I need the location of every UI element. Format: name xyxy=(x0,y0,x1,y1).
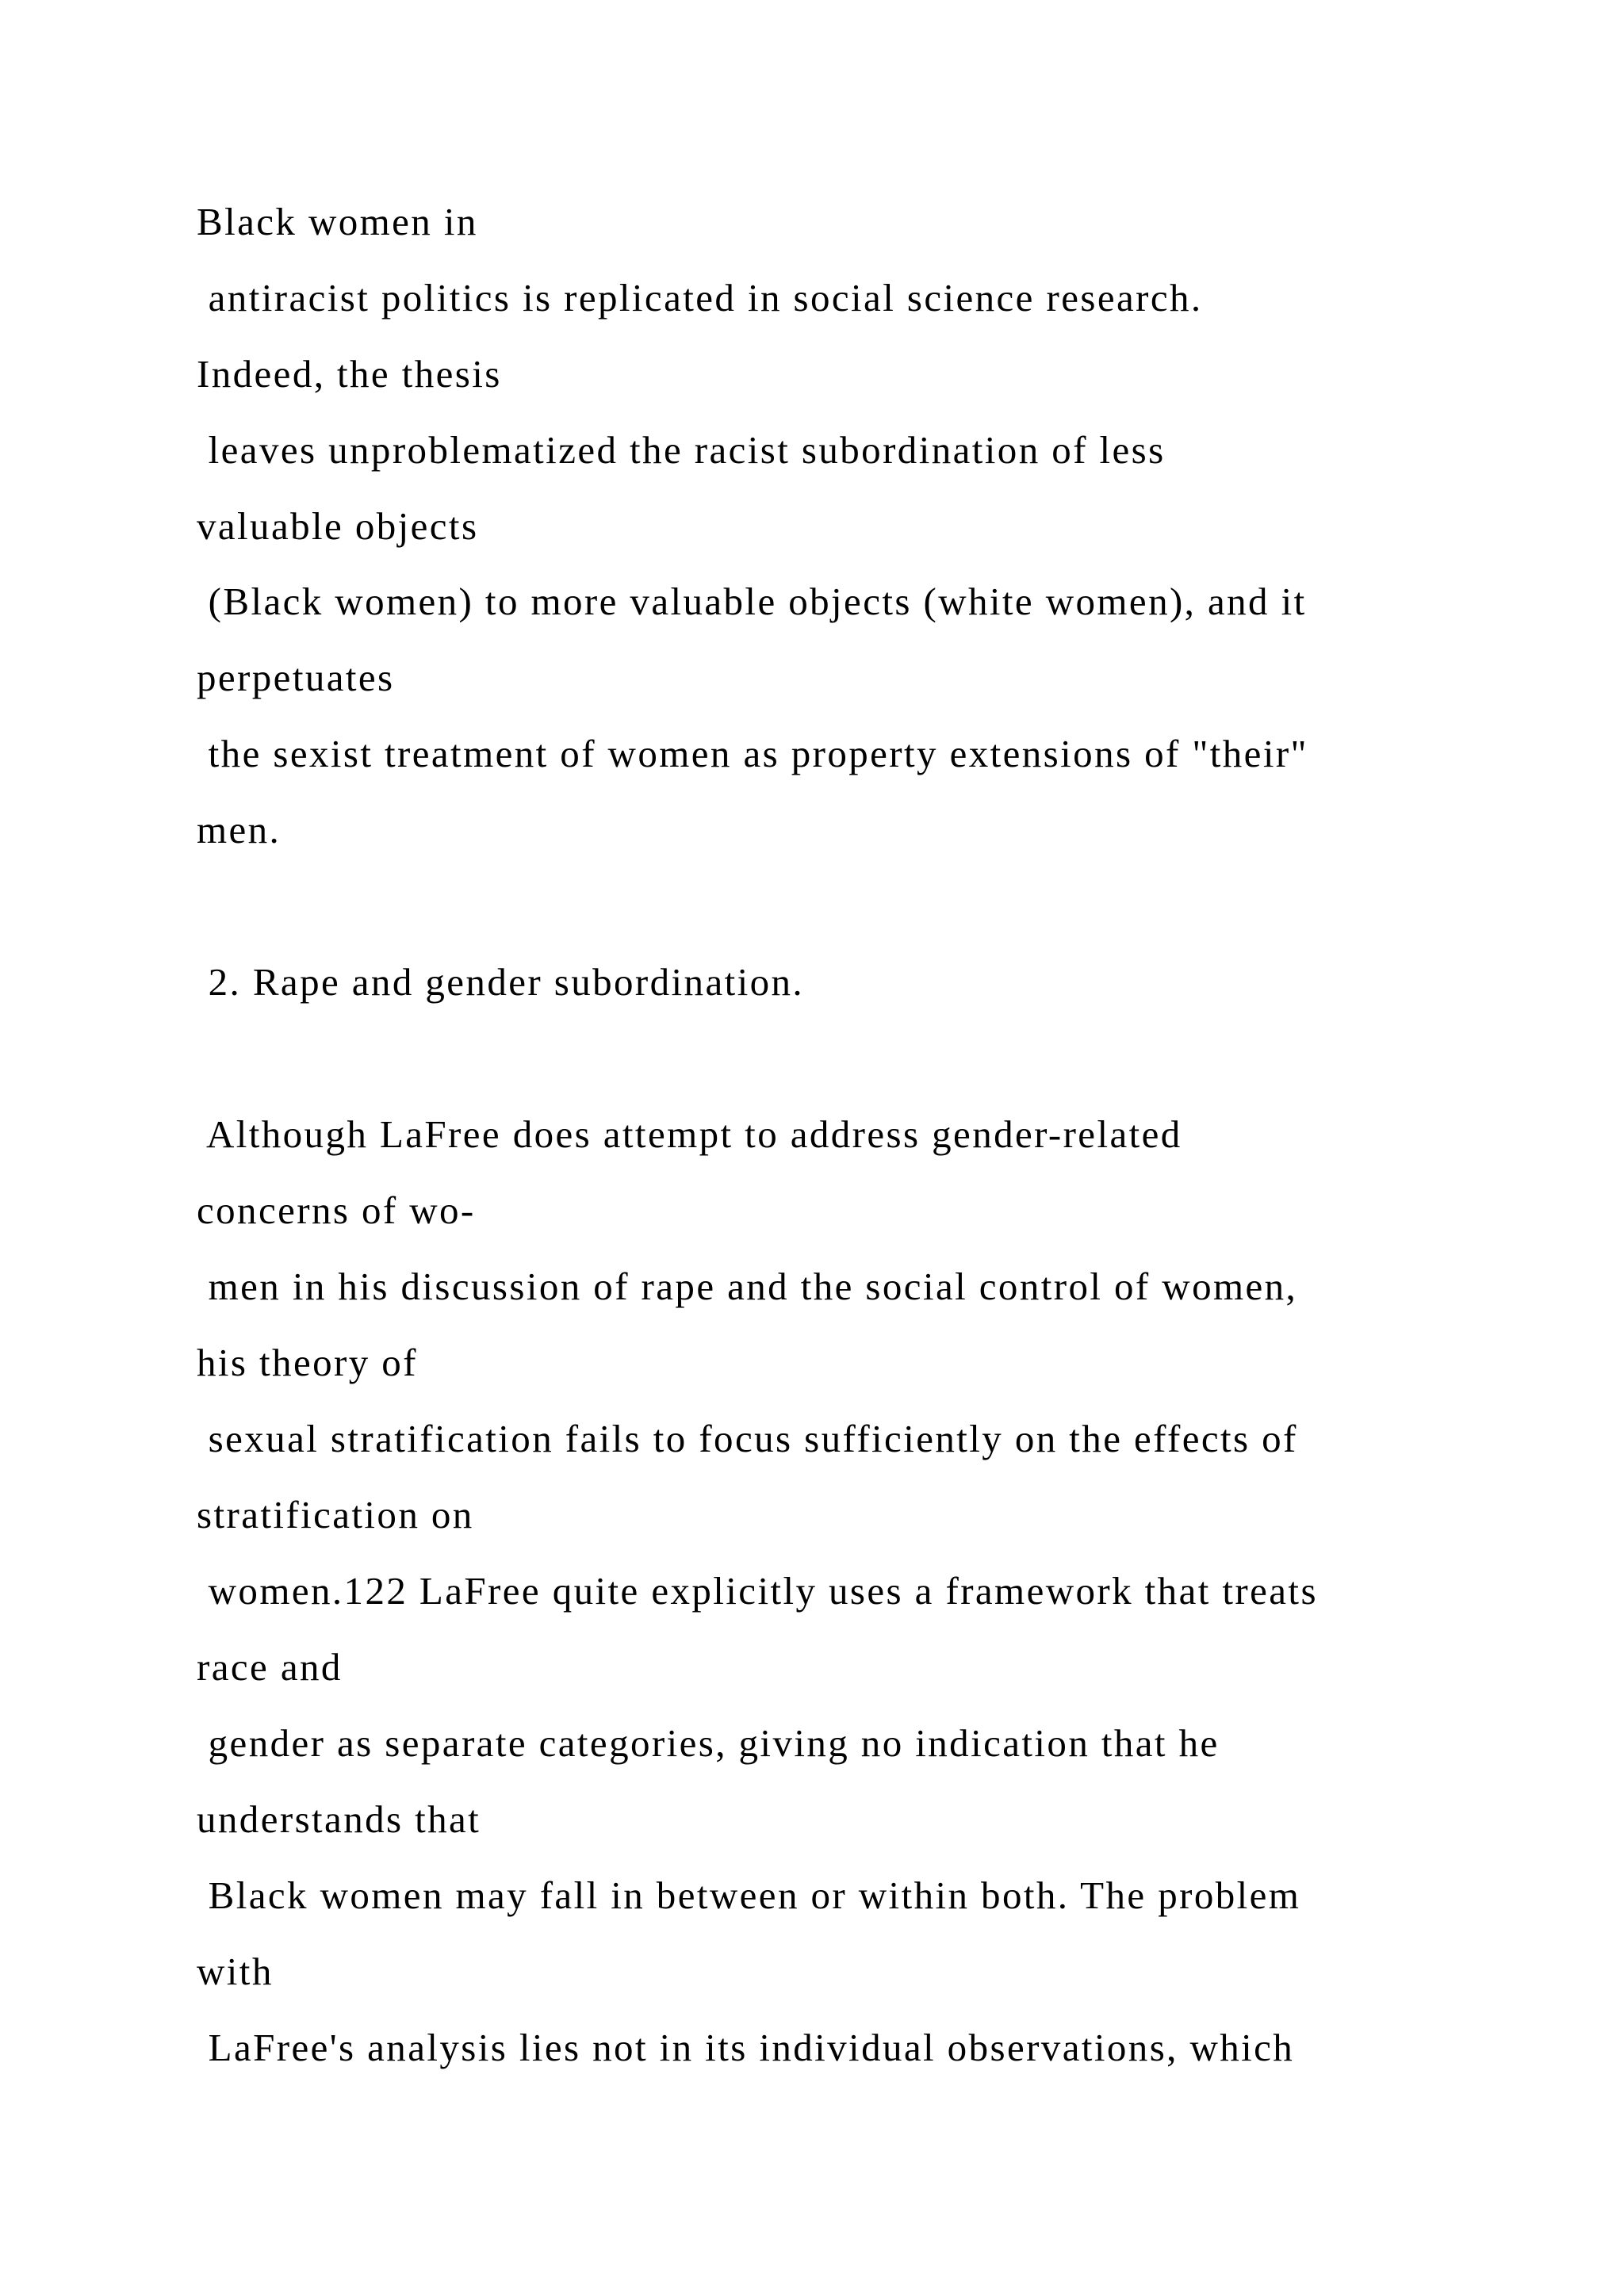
text-line: women.122 LaFree quite explicitly uses a framework that treats xyxy=(197,1569,1318,1613)
text-line: (Black women) to more valuable objects (white women), and it xyxy=(197,580,1307,623)
text-line: Indeed, the thesis xyxy=(197,352,502,396)
text-line: the sexist treatment of women as property extensions of "their" xyxy=(197,732,1308,775)
section-heading: 2. Rape and gender subordination. xyxy=(197,960,805,1004)
text-line: gender as separate categories, giving no indication that he xyxy=(197,1721,1220,1765)
text-line: Although LaFree does attempt to address gender-related xyxy=(197,1112,1182,1156)
text-line: stratification on xyxy=(197,1493,474,1536)
text-line: Black women may fall in between or within both. The problem xyxy=(197,1873,1301,1917)
text-line: concerns of wo- xyxy=(197,1188,476,1232)
text-line: understands that xyxy=(197,1797,481,1841)
text-line: with xyxy=(197,1950,274,1993)
text-line: Black women in xyxy=(197,200,478,243)
text-line: leaves unproblematized the racist subordination of less xyxy=(197,428,1166,472)
text-line: his theory of xyxy=(197,1341,418,1384)
text-line: valuable objects xyxy=(197,504,479,548)
text-line: men in his discussion of rape and the social control of women, xyxy=(197,1265,1298,1308)
text-line: LaFree's analysis lies not in its individual observations, which xyxy=(197,2026,1295,2069)
text-line: men. xyxy=(197,808,282,851)
text-line: race and xyxy=(197,1645,343,1689)
text-line: antiracist politics is replicated in social science research. xyxy=(197,276,1203,320)
text-line: sexual stratification fails to focus sufficiently on the effects of xyxy=(197,1417,1298,1460)
text-line: perpetuates xyxy=(197,656,395,699)
